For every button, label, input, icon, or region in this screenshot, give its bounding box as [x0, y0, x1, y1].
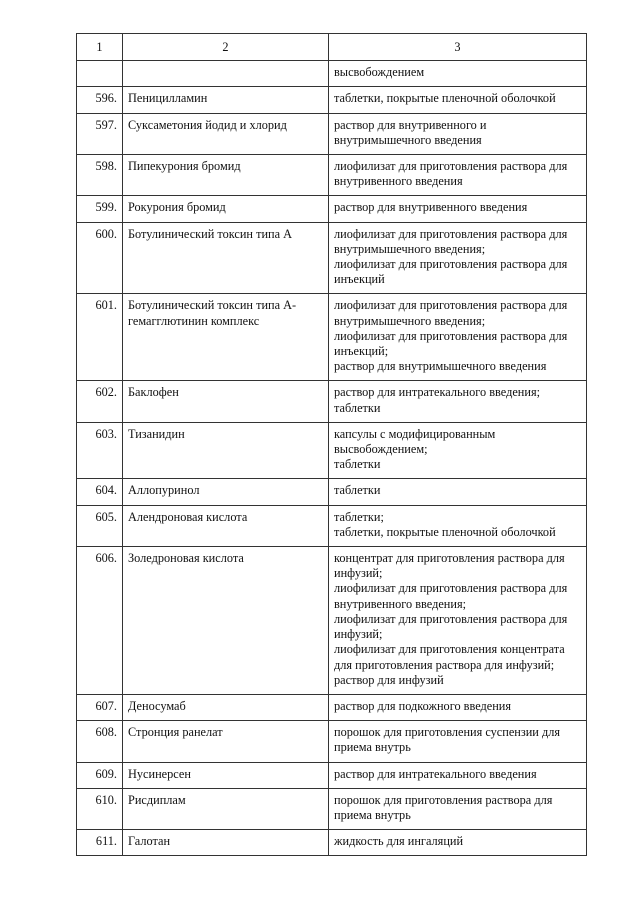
drug-name: Пипекурония бромид — [123, 155, 329, 196]
dosage-forms — [329, 196, 587, 222]
table-row — [77, 505, 587, 546]
dosage-forms — [329, 830, 587, 856]
dosage-form-line: порошок для приготовления суспензии для — [334, 725, 561, 740]
dosage-form-line: лиофилизат для приготовления раствора для — [334, 328, 568, 343]
dosage-forms — [329, 788, 587, 829]
header-col-2: 2 — [123, 34, 329, 61]
table-row — [77, 196, 587, 222]
dosage-form-line: раствор для внутривенного введения — [334, 200, 528, 215]
table-row — [77, 87, 587, 113]
drug-name — [123, 61, 329, 87]
dosage-form-line: внутримышечного введения; — [334, 313, 486, 328]
row-number: 604. — [77, 479, 123, 505]
dosage-forms — [329, 61, 587, 87]
dosage-form-line: таблетки, покрытые пленочной оболочкой — [334, 91, 556, 106]
dosage-form-line: внутривенного введения — [334, 174, 463, 189]
drug-name: Аллопуринол — [123, 479, 329, 505]
drug-name: Галотан — [123, 830, 329, 856]
table-row — [77, 422, 587, 479]
drug-name: Суксаметония йодид и хлорид — [123, 113, 329, 154]
table-row — [77, 721, 587, 762]
dosage-forms — [329, 113, 587, 154]
drug-name: Тизанидин — [123, 422, 329, 479]
dosage-form-line: таблетки — [334, 400, 381, 415]
dosage-forms — [329, 721, 587, 762]
table-row — [77, 830, 587, 856]
table-row — [77, 788, 587, 829]
dosage-form-line: лиофилизат для приготовления раствора для — [334, 257, 568, 272]
dosage-form-line: внутримышечного введения — [334, 132, 482, 147]
drug-name: Ботулинический токсин типа А — [123, 222, 329, 294]
drug-name: Ботулинический токсин типа А-гемагглютинин комплекс — [123, 294, 329, 381]
table-row — [77, 61, 587, 87]
drug-name: Деносумаб — [123, 694, 329, 720]
table-row — [77, 381, 587, 422]
dosage-form-line: для приготовления раствора для инфузий; — [334, 657, 555, 672]
drug-name: Баклофен — [123, 381, 329, 422]
dosage-form-line: высвобождением — [334, 65, 425, 80]
dosage-form-line: лиофилизат для приготовления раствора для — [334, 159, 568, 174]
table-row — [77, 479, 587, 505]
dosage-form-line: порошок для приготовления раствора для — [334, 792, 553, 807]
dosage-form-line: таблетки — [334, 457, 381, 472]
row-number: 606. — [77, 547, 123, 695]
row-number: 600. — [77, 222, 123, 294]
dosage-form-line: внутривенного введения; — [334, 596, 467, 611]
dosage-form-line: концентрат для приготовления раствора для — [334, 551, 565, 566]
dosage-form-line: раствор для интратекального введения; — [334, 385, 541, 400]
dosage-forms — [329, 222, 587, 294]
row-number: 597. — [77, 113, 123, 154]
dosage-form-line: таблетки, покрытые пленочной оболочкой — [334, 524, 556, 539]
row-number: 610. — [77, 788, 123, 829]
dosage-forms — [329, 87, 587, 113]
row-number — [77, 61, 123, 87]
dosage-form-line: приема внутрь — [334, 807, 411, 822]
dosage-forms — [329, 155, 587, 196]
dosage-form-line: раствор для инфузий — [334, 672, 444, 687]
row-number: 601. — [77, 294, 123, 381]
dosage-forms — [329, 694, 587, 720]
dosage-form-line: лиофилизат для приготовления раствора для — [334, 581, 568, 596]
dosage-form-line: инфузий; — [334, 627, 383, 642]
dosage-form-line: лиофилизат для приготовления раствора для — [334, 611, 568, 626]
table-row — [77, 694, 587, 720]
dosage-form-line: приема внутрь — [334, 740, 411, 755]
table-row — [77, 155, 587, 196]
dosage-forms — [329, 547, 587, 695]
dosage-form-line: инъекций — [334, 272, 385, 287]
dosage-form-line: инъекций; — [334, 344, 389, 359]
drug-name: Нусинерсен — [123, 762, 329, 788]
drug-table — [76, 33, 587, 856]
dosage-form-line: высвобождением; — [334, 442, 428, 457]
drug-name: Алендроновая кислота — [123, 505, 329, 546]
dosage-form-line: раствор для внутривенного и — [334, 117, 487, 132]
dosage-form-line: жидкость для ингаляций — [334, 834, 464, 849]
dosage-form-line: раствор для внутримышечного введения — [334, 359, 547, 374]
table-row — [77, 294, 587, 381]
table-row — [77, 222, 587, 294]
row-number: 605. — [77, 505, 123, 546]
dosage-form-line: внутримышечного введения; — [334, 241, 486, 256]
dosage-forms — [329, 381, 587, 422]
row-number: 611. — [77, 830, 123, 856]
table-row — [77, 113, 587, 154]
row-number: 607. — [77, 694, 123, 720]
row-number: 602. — [77, 381, 123, 422]
row-number: 596. — [77, 87, 123, 113]
drug-name: Стронция ранелат — [123, 721, 329, 762]
drug-name: Золедроновая кислота — [123, 547, 329, 695]
row-number: 608. — [77, 721, 123, 762]
drug-name: Пеницилламин — [123, 87, 329, 113]
dosage-form-line: лиофилизат для приготовления раствора для — [334, 226, 568, 241]
header-row — [77, 34, 587, 61]
table-row — [77, 547, 587, 695]
dosage-forms — [329, 422, 587, 479]
dosage-forms — [329, 762, 587, 788]
dosage-form-line: лиофилизат для приготовления концентрата — [334, 642, 565, 657]
dosage-forms — [329, 294, 587, 381]
dosage-forms — [329, 505, 587, 546]
dosage-form-line: таблетки; — [334, 509, 384, 524]
dosage-form-line: таблетки — [334, 483, 381, 498]
header-col-1: 1 — [77, 34, 123, 61]
row-number: 609. — [77, 762, 123, 788]
table-row — [77, 762, 587, 788]
dosage-form-line: лиофилизат для приготовления раствора для — [334, 298, 568, 313]
row-number: 599. — [77, 196, 123, 222]
header-col-3: 3 — [329, 34, 587, 61]
drug-name: Рокурония бромид — [123, 196, 329, 222]
dosage-form-line: раствор для подкожного введения — [334, 698, 512, 713]
dosage-form-line: капсулы с модифицированным — [334, 426, 496, 441]
dosage-form-line: раствор для интратекального введения — [334, 766, 537, 781]
dosage-form-line: инфузий; — [334, 566, 383, 581]
row-number: 598. — [77, 155, 123, 196]
drug-name: Рисдиплам — [123, 788, 329, 829]
row-number: 603. — [77, 422, 123, 479]
dosage-forms — [329, 479, 587, 505]
